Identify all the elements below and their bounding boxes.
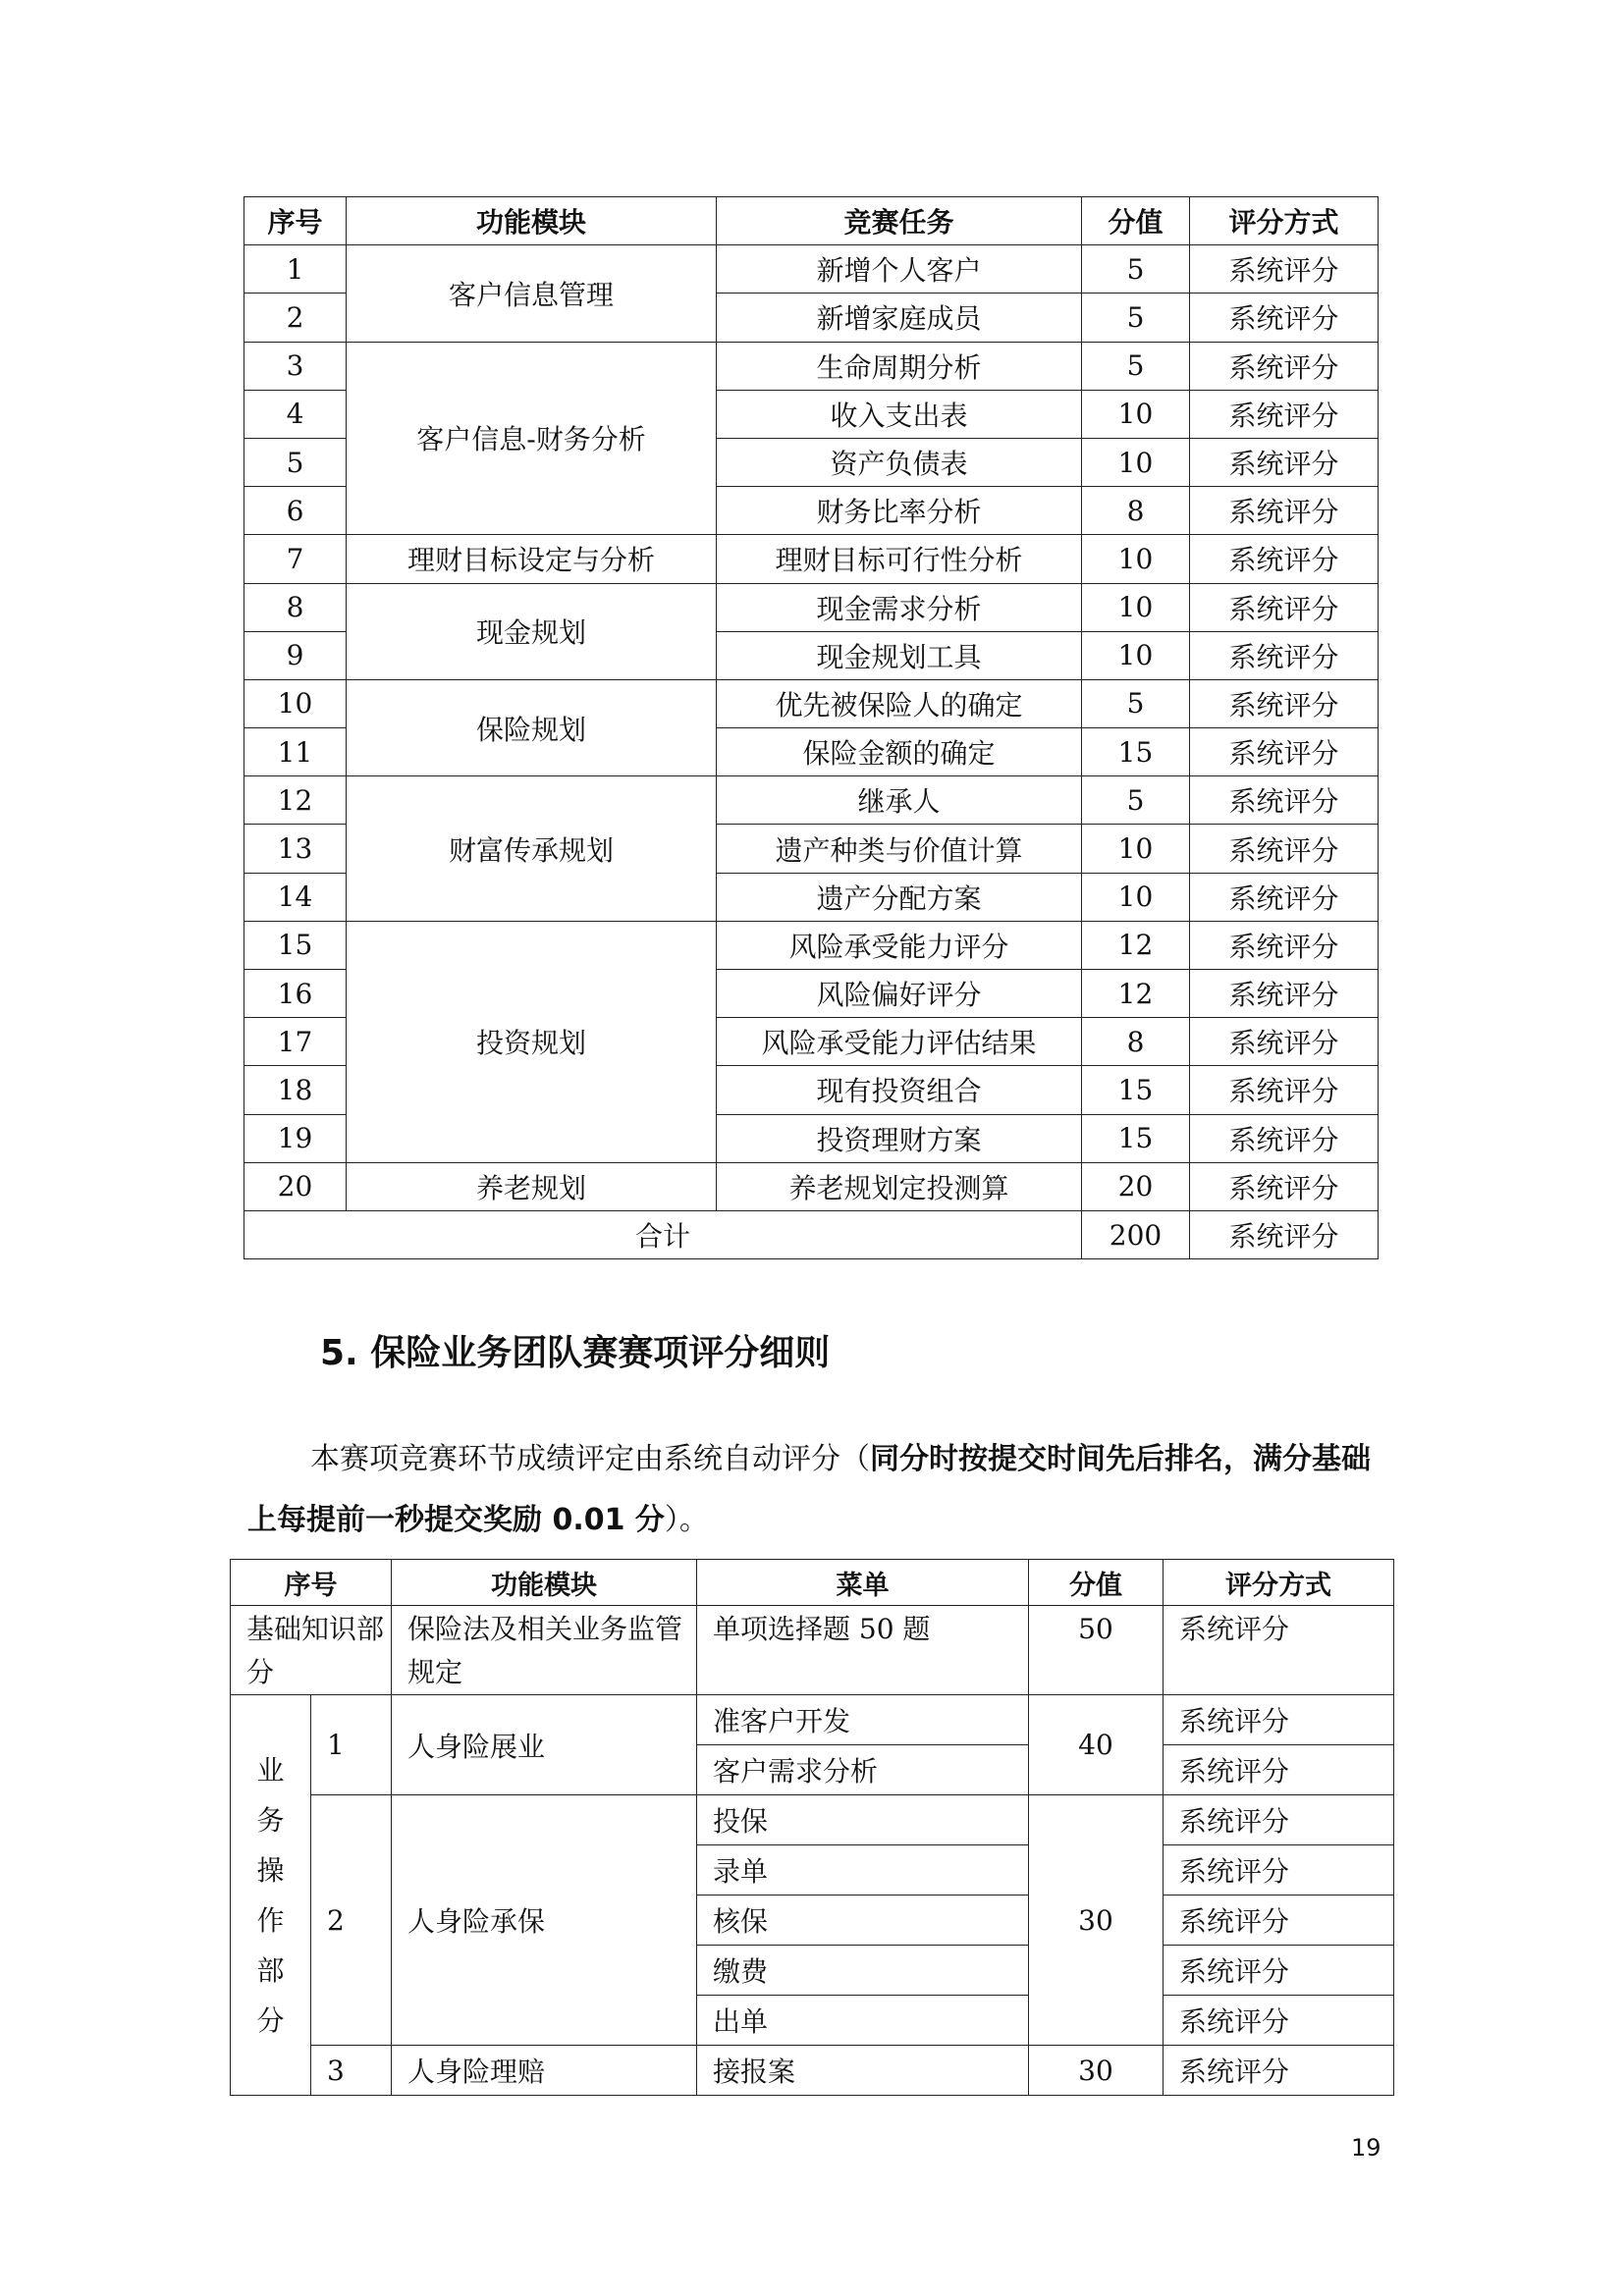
method-cell: 系统评分	[1164, 1845, 1394, 1896]
col-header-no: 序号	[231, 1560, 392, 1606]
menu-cell: 投保	[697, 1795, 1029, 1845]
method-cell: 系统评分	[1164, 1996, 1394, 2046]
module-cell: 投资规划	[347, 921, 717, 1162]
menu-cell: 客户需求分析	[697, 1745, 1029, 1795]
table-row	[231, 1695, 1394, 1745]
module-cell: 财富传承规划	[347, 776, 717, 922]
row-no: 9	[244, 631, 347, 679]
table-row	[244, 776, 1379, 825]
method-cell: 系统评分	[1190, 970, 1379, 1018]
score-cell: 20	[1082, 1162, 1190, 1210]
row-no: 15	[244, 921, 347, 969]
score-cell: 15	[1082, 728, 1190, 776]
table-row	[244, 1162, 1379, 1210]
method-cell: 系统评分	[1190, 390, 1379, 438]
score-cell: 10	[1082, 873, 1190, 921]
method-cell: 系统评分	[1164, 1745, 1394, 1795]
method-cell: 系统评分	[1190, 728, 1379, 776]
task-cell: 现金规划工具	[717, 631, 1082, 679]
row-no: 6	[244, 487, 347, 535]
section-heading: 5. 保险业务团队赛赛项评分细则	[320, 1333, 831, 1373]
method-cell: 系统评分	[1164, 1896, 1394, 1946]
section-paragraph	[247, 1429, 1379, 1551]
table-row	[244, 245, 1379, 294]
method-cell: 系统评分	[1190, 342, 1379, 390]
score-cell: 5	[1082, 776, 1190, 825]
table-row	[244, 535, 1379, 583]
row-no: 4	[244, 390, 347, 438]
menu-cell: 核保	[697, 1896, 1029, 1946]
score-cell: 50	[1029, 1606, 1164, 1695]
module-cell: 人身险展业	[392, 1695, 697, 1795]
score-cell: 5	[1082, 679, 1190, 727]
score-cell: 10	[1082, 535, 1190, 583]
row-no: 5	[244, 438, 347, 486]
row-no: 10	[244, 679, 347, 727]
col-header-task: 竞赛任务	[717, 197, 1082, 245]
task-cell: 遗产种类与价值计算	[717, 825, 1082, 873]
total-score: 200	[1082, 1210, 1190, 1258]
group-no: 2	[311, 1795, 392, 2046]
method-cell: 系统评分	[1190, 631, 1379, 679]
table-row	[244, 921, 1379, 969]
menu-cell: 出单	[697, 1996, 1029, 2046]
score-cell: 12	[1082, 970, 1190, 1018]
col-header-score: 分值	[1082, 197, 1190, 245]
module-cell: 客户信息管理	[347, 245, 717, 342]
menu-cell: 录单	[697, 1845, 1029, 1896]
score-cell: 8	[1082, 1018, 1190, 1066]
score-cell: 30	[1029, 2046, 1164, 2096]
score-cell: 10	[1082, 438, 1190, 486]
col-header-no: 序号	[244, 197, 347, 245]
table-header-row	[244, 197, 1379, 245]
method-cell: 系统评分	[1190, 294, 1379, 342]
method-cell: 系统评分	[1164, 1795, 1394, 1845]
task-cell: 风险承受能力评估结果	[717, 1018, 1082, 1066]
table-row	[244, 583, 1379, 631]
table-row	[231, 2046, 1394, 2096]
part-char: 操	[256, 1853, 285, 1887]
part-char: 部	[256, 1953, 285, 1987]
task-cell: 现有投资组合	[717, 1066, 1082, 1114]
task-cell: 风险偏好评分	[717, 970, 1082, 1018]
menu-cell: 接报案	[697, 2046, 1029, 2096]
method-cell: 系统评分	[1190, 1066, 1379, 1114]
col-header-method: 评分方式	[1164, 1560, 1394, 1606]
method-cell: 系统评分	[1164, 2046, 1394, 2096]
col-header-score: 分值	[1029, 1560, 1164, 1606]
table-row	[231, 1795, 1394, 1845]
method-cell: 系统评分	[1164, 1946, 1394, 1996]
method-cell: 系统评分	[1190, 1162, 1379, 1210]
row-no: 19	[244, 1114, 347, 1162]
score-cell: 40	[1029, 1695, 1164, 1795]
menu-cell: 缴费	[697, 1946, 1029, 1996]
col-header-menu: 菜单	[697, 1560, 1029, 1606]
score-cell: 5	[1082, 294, 1190, 342]
score-cell: 10	[1082, 390, 1190, 438]
row-no: 12	[244, 776, 347, 825]
task-cell: 遗产分配方案	[717, 873, 1082, 921]
row-no: 8	[244, 583, 347, 631]
table-row	[244, 679, 1379, 727]
task-cell: 收入支出表	[717, 390, 1082, 438]
row-no: 20	[244, 1162, 347, 1210]
paragraph-end-text: ）。	[664, 1503, 709, 1537]
module-cell: 保险法及相关业务监管规定	[392, 1606, 697, 1695]
method-cell: 系统评分	[1190, 1114, 1379, 1162]
task-cell: 风险承受能力评分	[717, 921, 1082, 969]
paragraph-bold-text: 同分时按提交时间先后排名，满分基础上每提前一秒提交奖励 0.01 分	[247, 1442, 1371, 1537]
group-no: 3	[311, 2046, 392, 2096]
task-cell: 继承人	[717, 776, 1082, 825]
menu-cell: 准客户开发	[697, 1695, 1029, 1745]
col-header-module: 功能模块	[347, 197, 717, 245]
total-method: 系统评分	[1190, 1210, 1379, 1258]
score-cell: 10	[1082, 583, 1190, 631]
task-cell: 保险金额的确定	[717, 728, 1082, 776]
method-cell: 系统评分	[1190, 535, 1379, 583]
row-no: 7	[244, 535, 347, 583]
total-label: 合计	[244, 1210, 1082, 1258]
part-cell-basic: 基础知识部分	[231, 1606, 392, 1695]
score-cell: 15	[1082, 1114, 1190, 1162]
module-cell: 保险规划	[347, 679, 717, 775]
row-no: 3	[244, 342, 347, 390]
method-cell: 系统评分	[1190, 679, 1379, 727]
score-cell: 15	[1082, 1066, 1190, 1114]
method-cell: 系统评分	[1164, 1606, 1394, 1695]
method-cell: 系统评分	[1190, 1018, 1379, 1066]
part-char: 分	[256, 2003, 285, 2037]
task-cell: 生命周期分析	[717, 342, 1082, 390]
task-cell: 新增个人客户	[717, 245, 1082, 294]
scoring-table-1	[244, 196, 1379, 1259]
part-char: 务	[256, 1803, 285, 1837]
method-cell: 系统评分	[1190, 776, 1379, 825]
method-cell: 系统评分	[1190, 921, 1379, 969]
row-no: 13	[244, 825, 347, 873]
row-no: 1	[244, 245, 347, 294]
table-row-basic	[231, 1606, 1394, 1695]
score-cell: 30	[1029, 1795, 1164, 2046]
part-cell-ops	[231, 1695, 311, 2096]
method-cell: 系统评分	[1190, 487, 1379, 535]
module-cell: 养老规划	[347, 1162, 717, 1210]
paragraph-text: 本赛项竞赛环节成绩评定由系统自动评分（	[310, 1442, 870, 1476]
row-no: 17	[244, 1018, 347, 1066]
row-no: 11	[244, 728, 347, 776]
task-cell: 资产负债表	[717, 438, 1082, 486]
module-cell: 现金规划	[347, 583, 717, 679]
table-row	[244, 342, 1379, 390]
score-cell: 5	[1082, 342, 1190, 390]
task-cell: 现金需求分析	[717, 583, 1082, 631]
method-cell: 系统评分	[1190, 583, 1379, 631]
module-cell: 理财目标设定与分析	[347, 535, 717, 583]
module-cell: 客户信息-财务分析	[347, 342, 717, 535]
score-cell: 8	[1082, 487, 1190, 535]
score-cell: 10	[1082, 825, 1190, 873]
row-no: 2	[244, 294, 347, 342]
menu-cell: 单项选择题 50 题	[697, 1606, 1029, 1695]
col-header-method: 评分方式	[1190, 197, 1379, 245]
task-cell: 理财目标可行性分析	[717, 535, 1082, 583]
task-cell: 新增家庭成员	[717, 294, 1082, 342]
page-number: 19	[1351, 2134, 1381, 2162]
task-cell: 财务比率分析	[717, 487, 1082, 535]
part-char: 作	[256, 1903, 285, 1937]
method-cell: 系统评分	[1190, 438, 1379, 486]
score-cell: 5	[1082, 245, 1190, 294]
row-no: 18	[244, 1066, 347, 1114]
score-cell: 10	[1082, 631, 1190, 679]
method-cell: 系统评分	[1164, 1695, 1394, 1745]
module-cell: 人身险承保	[392, 1795, 697, 2046]
group-no: 1	[311, 1695, 392, 1795]
method-cell: 系统评分	[1190, 245, 1379, 294]
row-no: 14	[244, 873, 347, 921]
module-cell: 人身险理赔	[392, 2046, 697, 2096]
table-header-row	[231, 1560, 1394, 1606]
method-cell: 系统评分	[1190, 825, 1379, 873]
task-cell: 投资理财方案	[717, 1114, 1082, 1162]
method-cell: 系统评分	[1190, 873, 1379, 921]
row-no: 16	[244, 970, 347, 1018]
task-cell: 优先被保险人的确定	[717, 679, 1082, 727]
part-char: 业	[256, 1753, 285, 1787]
col-header-module: 功能模块	[392, 1560, 697, 1606]
scoring-table-2	[230, 1559, 1394, 2096]
score-cell: 12	[1082, 921, 1190, 969]
task-cell: 养老规划定投测算	[717, 1162, 1082, 1210]
total-row	[244, 1210, 1379, 1258]
